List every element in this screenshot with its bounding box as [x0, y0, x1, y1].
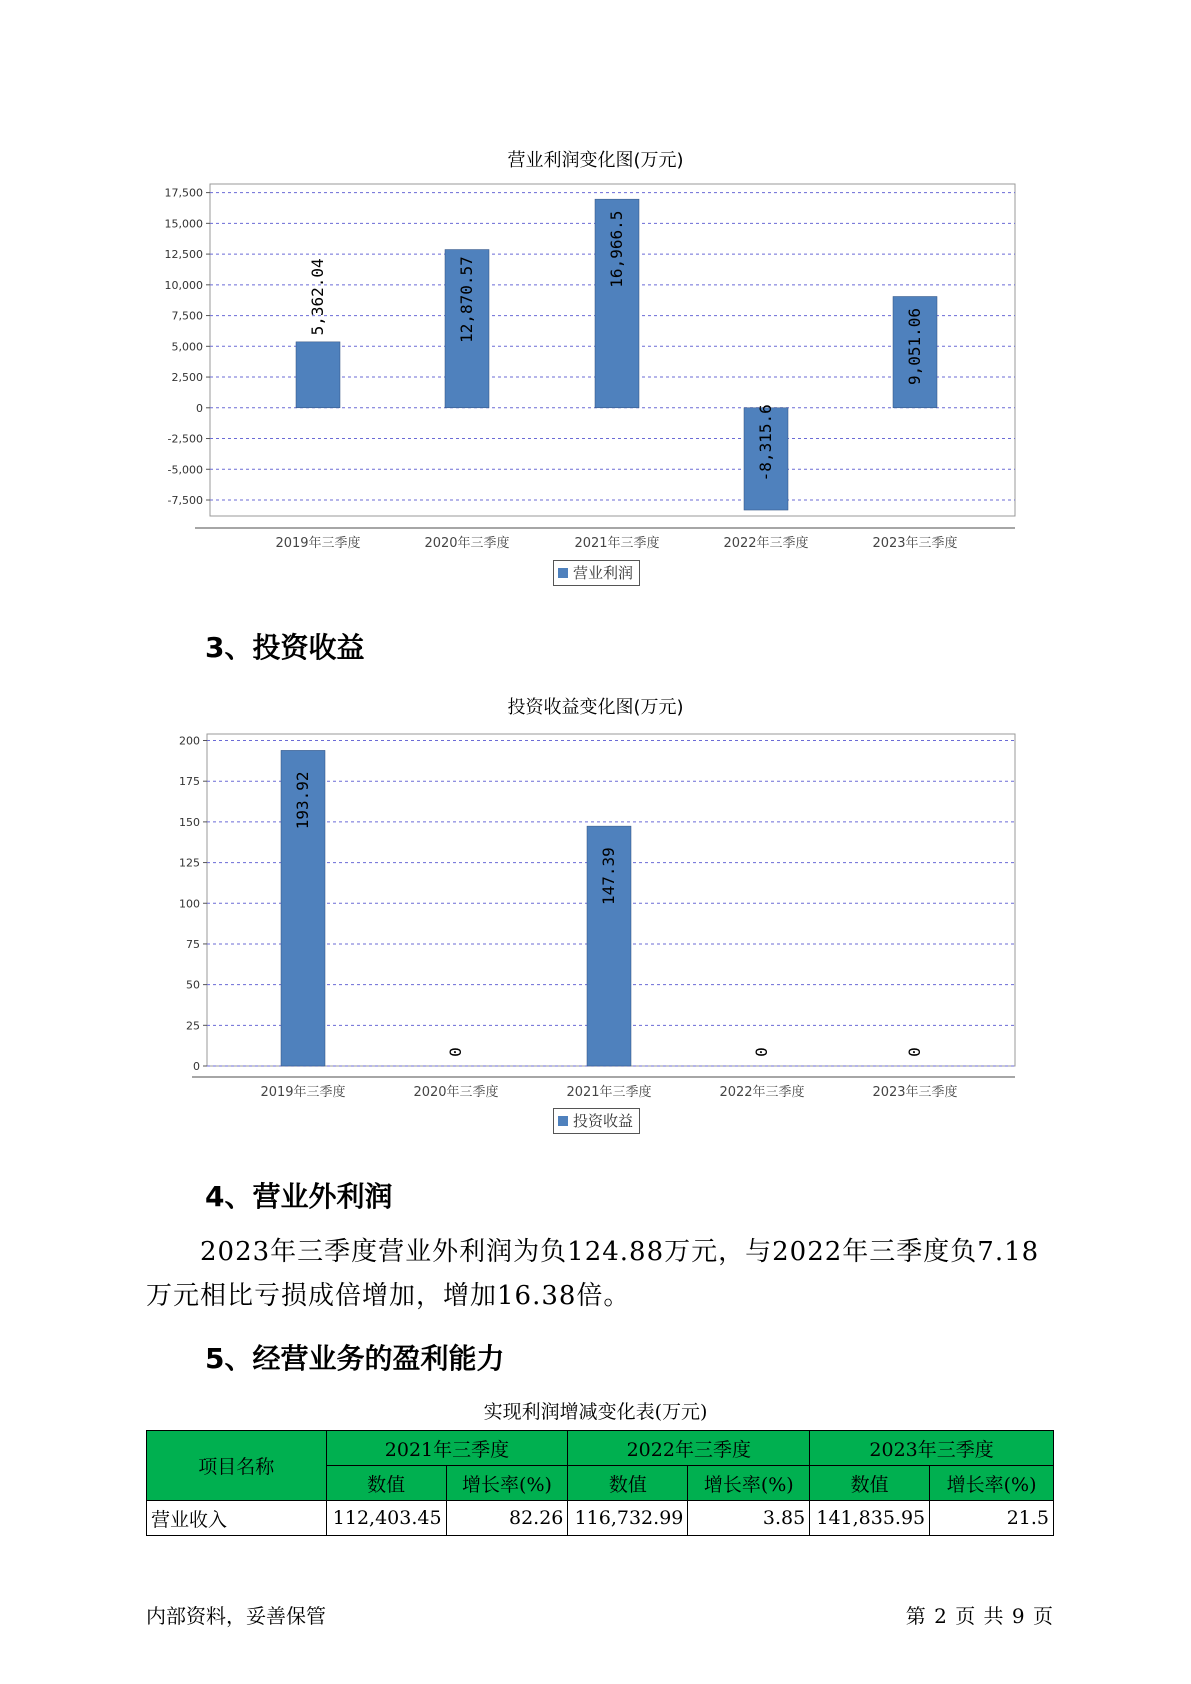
data-label: 5,362.04 — [308, 258, 327, 336]
y-tick-label: 17,500 — [164, 186, 203, 200]
subheader-value: 数值 — [810, 1466, 930, 1501]
y-tick-label: -5,000 — [167, 463, 203, 477]
x-tick-label: 2020年三季度 — [424, 536, 510, 551]
section-heading-investment: 3、投资收益 — [205, 631, 365, 664]
y-tick-label: 12,500 — [164, 248, 203, 262]
legend-label: 投资收益 — [573, 1112, 634, 1130]
header-period-2021: 2021年三季度 — [326, 1431, 568, 1466]
y-tick-label: -7,500 — [167, 494, 203, 508]
header-item-name: 项目名称 — [147, 1431, 327, 1501]
header-period-2022: 2022年三季度 — [568, 1431, 810, 1466]
cell-growth: 82.26 — [446, 1501, 568, 1536]
x-tick-label: 2023年三季度 — [872, 536, 958, 551]
x-tick-label: 2021年三季度 — [566, 1085, 652, 1100]
y-tick-label: 125 — [179, 856, 200, 870]
data-label: -8,315.6 — [756, 404, 775, 482]
y-tick-label: -2,500 — [167, 432, 203, 446]
footer-page-number: 第 2 页 共 9 页 — [905, 1604, 1054, 1628]
subheader-value: 数值 — [568, 1466, 688, 1501]
y-tick-label: 10,000 — [164, 278, 203, 292]
x-tick-label: 2020年三季度 — [413, 1085, 499, 1100]
subheader-value: 数值 — [326, 1466, 446, 1501]
cell-value: 112,403.45 — [326, 1501, 446, 1536]
row-name: 营业收入 — [147, 1501, 327, 1536]
section-heading-profitability: 5、经营业务的盈利能力 — [205, 1342, 505, 1375]
footer-confidential: 内部资料，妥善保管 — [146, 1604, 326, 1628]
cell-value: 141,835.95 — [810, 1501, 930, 1536]
data-label: 147.39 — [599, 847, 618, 906]
y-tick-label: 2,500 — [171, 371, 203, 385]
y-tick-label: 15,000 — [164, 217, 203, 231]
legend-investment-income — [553, 1108, 640, 1134]
data-label: 12,870.57 — [457, 256, 476, 343]
legend-swatch — [558, 1116, 568, 1126]
y-tick-label: 0 — [193, 1060, 200, 1073]
x-tick-label: 2022年三季度 — [719, 1085, 805, 1100]
x-tick-label: 2019年三季度 — [260, 1085, 346, 1100]
header-period-2023: 2023年三季度 — [810, 1431, 1054, 1466]
data-label: 9,051.06 — [905, 307, 924, 386]
cell-value: 116,732.99 — [568, 1501, 688, 1536]
table-caption: 实现利润增减变化表(万元) — [483, 1401, 708, 1423]
cell-growth: 3.85 — [688, 1501, 810, 1536]
x-tick-label: 2022年三季度 — [723, 536, 809, 551]
y-tick-label: 50 — [186, 978, 200, 992]
profit-change-table — [146, 1430, 1054, 1536]
data-label: 0 — [446, 1047, 465, 1057]
x-tick-label: 2019年三季度 — [275, 536, 361, 551]
nonoperating-paragraph — [146, 1230, 1046, 1318]
subheader-growth: 增长率(%) — [688, 1466, 810, 1501]
subheader-growth: 增长率(%) — [930, 1466, 1054, 1501]
y-tick-label: 175 — [179, 775, 200, 789]
chart-title-investment-income: 投资收益变化图(万元) — [507, 697, 684, 718]
subheader-growth: 增长率(%) — [446, 1466, 568, 1501]
data-label: 16,966.5 — [607, 210, 626, 288]
cell-growth: 21.5 — [930, 1501, 1054, 1536]
y-tick-label: 150 — [179, 815, 200, 829]
nonoperating-paragraph-text: 2023年三季度营业外利润为负124.88万元，与2022年三季度负7.18万元相比亏损成倍增加，增加16.38倍。 — [146, 1237, 1040, 1311]
section-heading-nonoperating: 4、营业外利润 — [205, 1180, 393, 1213]
data-label: 193.92 — [293, 771, 312, 830]
data-label: 0 — [905, 1047, 924, 1057]
x-tick-label: 2023年三季度 — [872, 1085, 958, 1100]
chart-title-operating-profit: 营业利润变化图(万元) — [507, 150, 684, 171]
y-tick-label: 100 — [179, 897, 200, 911]
y-tick-label: 0 — [196, 401, 203, 415]
y-tick-label: 75 — [186, 937, 200, 951]
table-row — [147, 1501, 1054, 1536]
x-tick-label: 2021年三季度 — [574, 536, 660, 551]
y-tick-label: 5,000 — [171, 340, 203, 354]
y-tick-label: 7,500 — [171, 309, 203, 323]
data-label: 0 — [752, 1047, 771, 1057]
legend-label: 营业利润 — [573, 564, 634, 582]
y-tick-label: 25 — [186, 1019, 200, 1033]
y-tick-label: 200 — [179, 734, 200, 748]
